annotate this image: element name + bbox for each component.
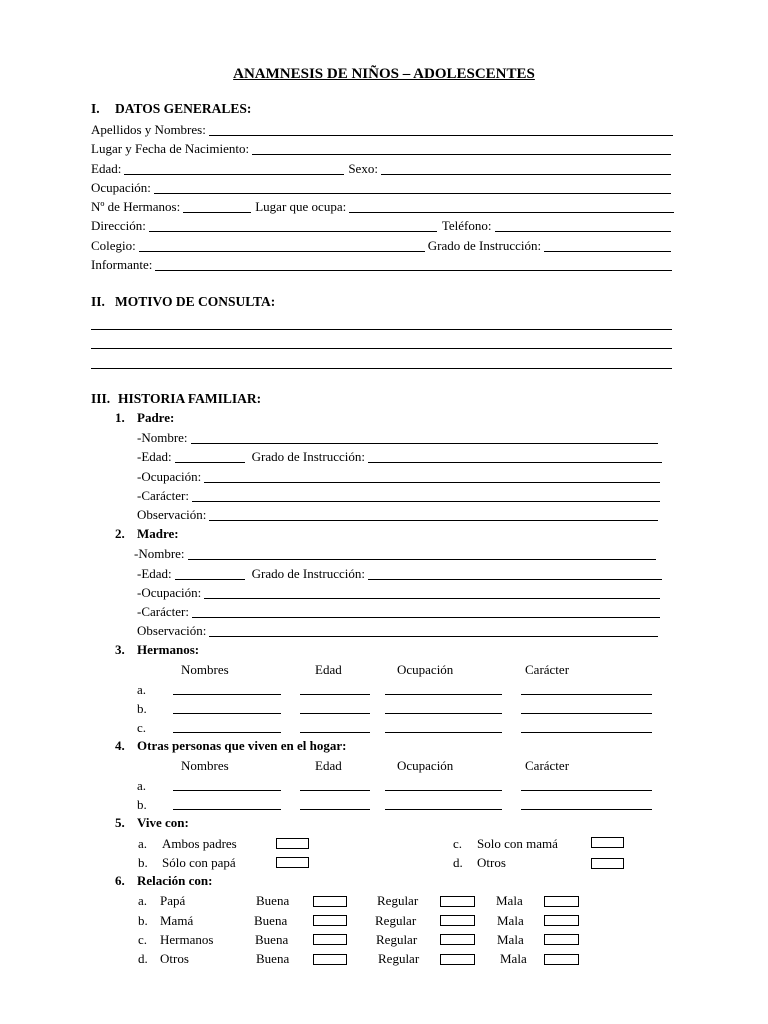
relacion-hermanos-regular-checkbox[interactable] xyxy=(440,934,475,945)
field-hermanos: Nº de Hermanos: Lugar que ocupa: xyxy=(91,198,674,215)
relacion-hermanos-mala-checkbox[interactable] xyxy=(544,934,579,945)
hermanos-b-caracter[interactable] xyxy=(521,713,652,714)
motivo-line-2[interactable] xyxy=(91,348,672,349)
hermanos-a-edad[interactable] xyxy=(300,694,370,695)
padre-grado-line[interactable] xyxy=(368,449,662,463)
lugar-fecha-line[interactable] xyxy=(252,141,671,155)
vive-option-c: c. Solo con mamá xyxy=(453,836,558,851)
direccion-line[interactable] xyxy=(149,218,437,232)
madre-nombre: -Nombre: xyxy=(134,545,656,562)
madre-observacion: Observación: xyxy=(137,622,658,639)
hermanos-c-ocupacion[interactable] xyxy=(385,732,502,733)
vive-otros-checkbox[interactable] xyxy=(591,858,624,869)
vive-ambos-padres-checkbox[interactable] xyxy=(276,838,309,849)
madre-caracter-line[interactable] xyxy=(192,604,660,618)
relacion-papa-regular-label: Regular xyxy=(377,893,419,908)
relacion-otros-regular-label: Regular xyxy=(378,951,420,966)
relacion-otros-mala-checkbox[interactable] xyxy=(544,954,579,965)
field-lugar-fecha: Lugar y Fecha de Nacimiento: xyxy=(91,140,671,157)
relacion-mama-mala-label: Mala xyxy=(497,913,524,928)
hermanos-c-caracter[interactable] xyxy=(521,732,652,733)
field-apellidos: Apellidos y Nombres: xyxy=(91,121,673,138)
subsection-padre: 1. Padre: xyxy=(115,410,175,425)
otras-a-caracter[interactable] xyxy=(521,790,652,791)
motivo-line-1[interactable] xyxy=(91,329,672,330)
hermanos-row-b: b. xyxy=(137,701,147,716)
relacion-papa-mala-checkbox[interactable] xyxy=(544,896,579,907)
hermanos-b-nombre[interactable] xyxy=(173,713,281,714)
sexo-line[interactable] xyxy=(381,161,671,175)
hermanos-row-c: c. xyxy=(137,720,147,735)
motivo-line-3[interactable] xyxy=(91,368,672,369)
relacion-mama-regular-checkbox[interactable] xyxy=(440,915,475,926)
relacion-mama-regular-label: Regular xyxy=(375,913,417,928)
informante-line[interactable] xyxy=(155,257,672,271)
colegio-line[interactable] xyxy=(139,238,425,252)
field-edad-sexo: Edad: Sexo: xyxy=(91,160,671,177)
vive-option-b: b. Sólo con papá xyxy=(138,855,236,870)
subsection-relacion-con: 6. Relación con: xyxy=(115,873,213,888)
vive-solo-mama-checkbox[interactable] xyxy=(591,837,624,848)
relacion-hermanos-buena-label: Buena xyxy=(255,932,289,947)
relacion-otros-buena-checkbox[interactable] xyxy=(313,954,347,965)
subsection-vive-con: 5. Vive con: xyxy=(115,815,189,830)
hermanos-col-caracter: Carácter xyxy=(525,662,570,677)
subsection-hermanos: 3. Hermanos: xyxy=(115,642,200,657)
otras-b-nombre[interactable] xyxy=(173,809,281,810)
vive-option-d: d. Otros xyxy=(453,855,506,870)
relacion-papa-buena-checkbox[interactable] xyxy=(313,896,347,907)
padre-ocupacion: -Ocupación: xyxy=(137,468,660,485)
otras-b-ocupacion[interactable] xyxy=(385,809,502,810)
relacion-papa-mala-label: Mala xyxy=(496,893,523,908)
madre-ocupacion: -Ocupación: xyxy=(137,584,660,601)
relacion-mama-buena-label: Buena xyxy=(254,913,288,928)
section-datos-generales: I. DATOS GENERALES: xyxy=(91,101,252,116)
padre-ocupacion-line[interactable] xyxy=(204,469,660,483)
relacion-row-otros: d. Otros xyxy=(138,951,189,966)
madre-caracter: -Carácter: xyxy=(137,603,660,620)
relacion-papa-buena-label: Buena xyxy=(256,893,290,908)
otras-row-a: a. xyxy=(137,778,147,793)
otras-b-edad[interactable] xyxy=(300,809,370,810)
otras-a-nombre[interactable] xyxy=(173,790,281,791)
subsection-madre: 2. Madre: xyxy=(115,526,179,541)
relacion-mama-buena-checkbox[interactable] xyxy=(313,915,347,926)
lugar-ocupa-line[interactable] xyxy=(349,199,674,213)
relacion-otros-mala-label: Mala xyxy=(500,951,527,966)
hermanos-line[interactable] xyxy=(183,199,251,213)
subsection-otras-personas: 4. Otras personas que viven en el hogar: xyxy=(115,738,347,753)
grado-line[interactable] xyxy=(544,238,671,252)
relacion-row-mama: b. Mamá xyxy=(138,913,194,928)
hermanos-col-ocupacion: Ocupación xyxy=(397,662,454,677)
hermanos-row-a: a. xyxy=(137,682,147,697)
padre-nombre: -Nombre: xyxy=(137,429,658,446)
hermanos-b-ocupacion[interactable] xyxy=(385,713,502,714)
otras-col-nombres: Nombres xyxy=(181,758,229,773)
hermanos-b-edad[interactable] xyxy=(300,713,370,714)
padre-observacion: Observación: xyxy=(137,506,658,523)
relacion-hermanos-regular-label: Regular xyxy=(376,932,418,947)
madre-ocupacion-line[interactable] xyxy=(204,585,660,599)
padre-edad-line[interactable] xyxy=(175,449,245,463)
field-ocupacion: Ocupación: xyxy=(91,179,671,196)
telefono-line[interactable] xyxy=(495,218,671,232)
vive-solo-papa-checkbox[interactable] xyxy=(276,857,309,868)
relacion-otros-buena-label: Buena xyxy=(256,951,290,966)
field-colegio: Colegio: Grado de Instrucción: xyxy=(91,237,671,254)
ocupacion-line[interactable] xyxy=(154,180,671,194)
hermanos-a-nombre[interactable] xyxy=(173,694,281,695)
otras-row-b: b. xyxy=(137,797,147,812)
hermanos-c-nombre[interactable] xyxy=(173,732,281,733)
otras-a-edad[interactable] xyxy=(300,790,370,791)
otras-b-caracter[interactable] xyxy=(521,809,652,810)
padre-edad-grado: -Edad: Grado de Instrucción: xyxy=(137,448,662,465)
hermanos-a-ocupacion[interactable] xyxy=(385,694,502,695)
madre-nombre-line[interactable] xyxy=(188,546,656,560)
apellidos-line[interactable] xyxy=(209,122,673,136)
relacion-mama-mala-checkbox[interactable] xyxy=(544,915,579,926)
relacion-hermanos-buena-checkbox[interactable] xyxy=(313,934,347,945)
padre-caracter: -Carácter: xyxy=(137,487,660,504)
otras-col-caracter: Carácter xyxy=(525,758,570,773)
relacion-row-papa: a. Papá xyxy=(138,893,186,908)
otras-a-ocupacion[interactable] xyxy=(385,790,502,791)
madre-edad-grado: -Edad: Grado de Instrucción: xyxy=(137,565,662,582)
section-motivo-consulta: II. MOTIVO DE CONSULTA: xyxy=(91,294,276,309)
madre-edad-line[interactable] xyxy=(175,566,245,580)
otras-col-ocupacion: Ocupación xyxy=(397,758,454,773)
section-historia-familiar: III. HISTORIA FAMILIAR: xyxy=(91,391,262,406)
hermanos-col-edad: Edad xyxy=(315,662,342,677)
hermanos-a-caracter[interactable] xyxy=(521,694,652,695)
hermanos-col-nombres: Nombres xyxy=(181,662,229,677)
relacion-hermanos-mala-label: Mala xyxy=(497,932,524,947)
padre-observacion-line[interactable] xyxy=(209,507,658,521)
hermanos-c-edad[interactable] xyxy=(300,732,370,733)
relacion-row-hermanos: c. Hermanos xyxy=(138,932,214,947)
page-title: ANAMNESIS DE NIÑOS – ADOLESCENTES xyxy=(233,66,535,82)
padre-nombre-line[interactable] xyxy=(191,430,658,444)
vive-option-a: a. Ambos padres xyxy=(138,836,237,851)
field-direccion: Dirección: Teléfono: xyxy=(91,217,671,234)
madre-grado-line[interactable] xyxy=(368,566,662,580)
relacion-papa-regular-checkbox[interactable] xyxy=(440,896,475,907)
padre-caracter-line[interactable] xyxy=(192,488,660,502)
field-informante: Informante: xyxy=(91,256,672,273)
madre-observacion-line[interactable] xyxy=(209,623,658,637)
relacion-otros-regular-checkbox[interactable] xyxy=(440,954,475,965)
otras-col-edad: Edad xyxy=(315,758,342,773)
edad-line[interactable] xyxy=(124,161,344,175)
